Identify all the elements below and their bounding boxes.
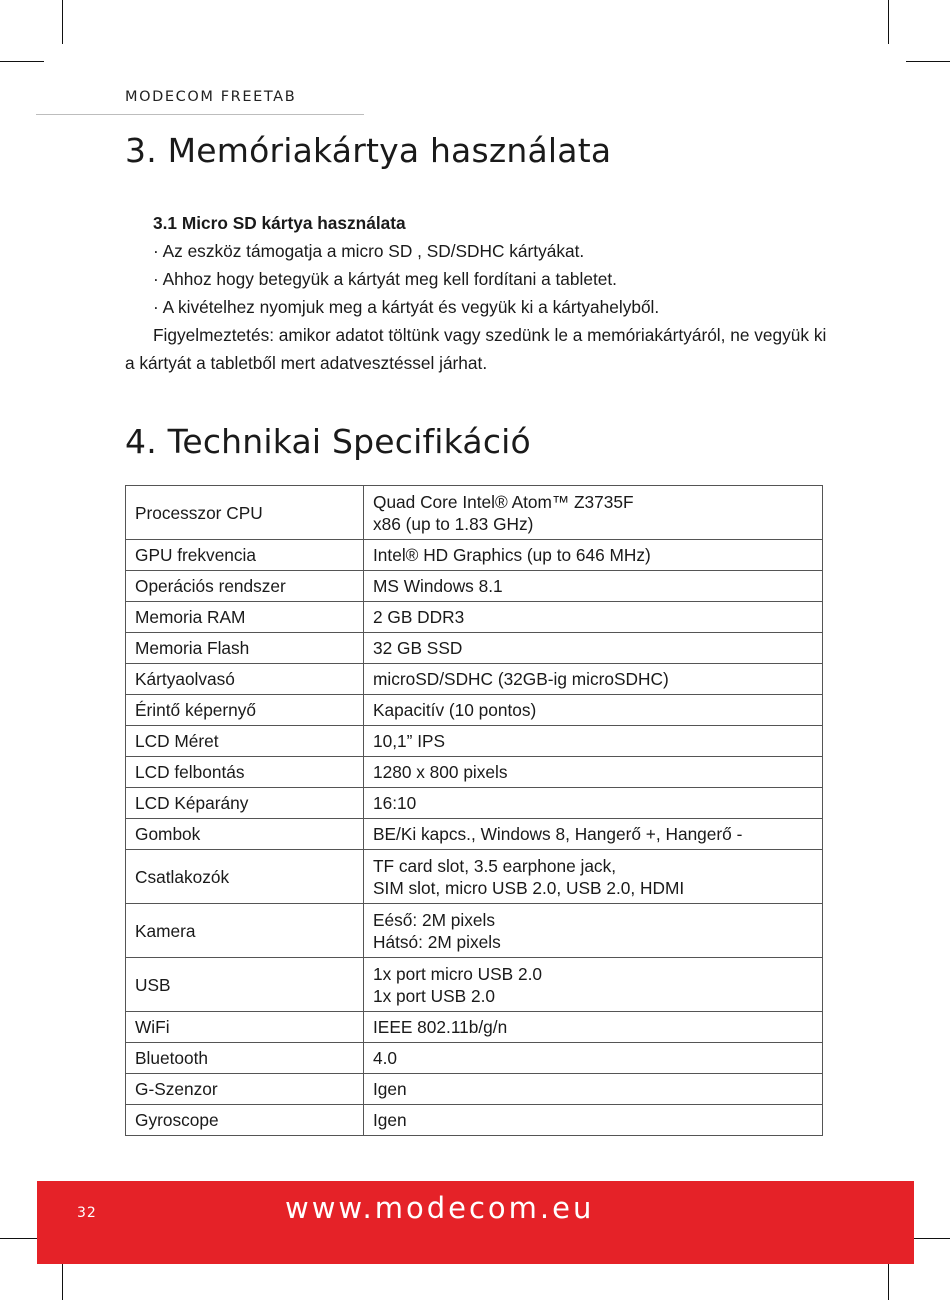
table-row xyxy=(126,958,823,1012)
spec-value-line: 10,1” IPS xyxy=(373,731,446,751)
table-row xyxy=(126,540,823,571)
spec-key: Bluetooth xyxy=(126,1043,364,1074)
spec-key: Kamera xyxy=(126,904,364,958)
spec-value xyxy=(364,788,823,819)
spec-key: LCD Képarány xyxy=(126,788,364,819)
header-divider xyxy=(36,114,364,115)
spec-value-line: 16:10 xyxy=(373,793,417,813)
spec-value xyxy=(364,1043,823,1074)
footer-url: www.modecom.eu xyxy=(285,1191,595,1225)
spec-key: LCD Méret xyxy=(126,726,364,757)
bullet-item: · A kivételhez nyomjuk meg a kártyát és vegyük ki a kártyahelyből. xyxy=(153,297,660,317)
spec-value-line: 32 GB SSD xyxy=(373,638,463,658)
spec-value xyxy=(364,633,823,664)
crop-mark xyxy=(888,0,889,44)
spec-value-line: Kapacitív (10 pontos) xyxy=(373,700,537,720)
table-row xyxy=(126,1074,823,1105)
table-row xyxy=(126,819,823,850)
spec-value-line: 2 GB DDR3 xyxy=(373,607,465,627)
spec-value xyxy=(364,819,823,850)
spec-value xyxy=(364,850,823,904)
spec-value-line: Quad Core Intel® Atom™ Z3735F xyxy=(373,491,634,512)
spec-value xyxy=(364,602,823,633)
spec-value xyxy=(364,757,823,788)
spec-key: Memoria Flash xyxy=(126,633,364,664)
spec-key: G-Szenzor xyxy=(126,1074,364,1105)
spec-value xyxy=(364,695,823,726)
table-row xyxy=(126,571,823,602)
table-row xyxy=(126,486,823,540)
table-row xyxy=(126,1105,823,1136)
spec-value-line: Hátsó: 2M pixels xyxy=(373,931,501,952)
spec-value-line: 1x port micro USB 2.0 xyxy=(373,963,543,984)
bullet-item: · Ahhoz hogy betegyük a kártyát meg kell fordítani a tabletet. xyxy=(153,269,617,289)
crop-mark xyxy=(62,0,63,44)
spec-value-line: 4.0 xyxy=(373,1048,398,1068)
spec-value xyxy=(364,486,823,540)
spec-value-line: TF card slot, 3.5 earphone jack, xyxy=(373,855,617,876)
spec-key: WiFi xyxy=(126,1012,364,1043)
spec-value xyxy=(364,904,823,958)
table-row xyxy=(126,695,823,726)
spec-value-line: IEEE 802.11b/g/n xyxy=(373,1017,508,1037)
spec-value-line: 1280 x 800 pixels xyxy=(373,762,508,782)
spec-value xyxy=(364,540,823,571)
spec-value-line: Eéső: 2M pixels xyxy=(373,909,495,930)
spec-key: Memoria RAM xyxy=(126,602,364,633)
table-row xyxy=(126,602,823,633)
spec-value xyxy=(364,958,823,1012)
spec-value xyxy=(364,1074,823,1105)
table-row xyxy=(126,1043,823,1074)
spec-value-line: Intel® HD Graphics (up to 646 MHz) xyxy=(373,545,651,565)
table-row xyxy=(126,788,823,819)
table-row xyxy=(126,633,823,664)
spec-key: Érintő képernyő xyxy=(126,695,364,726)
section-3-title: 3. Memóriakártya használata xyxy=(125,131,612,170)
page-number: 32 xyxy=(77,1205,97,1221)
spec-value-line: Igen xyxy=(373,1079,407,1099)
spec-key: Csatlakozók xyxy=(126,850,364,904)
spec-key: USB xyxy=(126,958,364,1012)
spec-value xyxy=(364,726,823,757)
spec-key: Processzor CPU xyxy=(126,486,364,540)
table-row xyxy=(126,726,823,757)
spec-key: Kártyaolvasó xyxy=(126,664,364,695)
spec-value xyxy=(364,1012,823,1043)
spec-key: LCD felbontás xyxy=(126,757,364,788)
spec-key: GPU frekvencia xyxy=(126,540,364,571)
warning-paragraph: Figyelmeztetés: amikor adatot töltünk vagy szedünk le a memóriakártyáról, ne vegyük ki a kártyát a tabletből mert adatvesztéssel járhat. xyxy=(125,325,827,373)
spec-key: Operációs rendszer xyxy=(126,571,364,602)
spec-value-line: microSD/SDHC (32GB-ig microSDHC) xyxy=(373,669,669,689)
table-row xyxy=(126,664,823,695)
section-3-1-subtitle: 3.1 Micro SD kártya használata xyxy=(153,213,406,233)
footer-band xyxy=(37,1181,914,1264)
table-row xyxy=(126,904,823,958)
spec-value-line: x86 (up to 1.83 GHz) xyxy=(373,513,534,534)
crop-mark xyxy=(0,61,44,62)
spec-value xyxy=(364,571,823,602)
table-row xyxy=(126,757,823,788)
section-3-body xyxy=(125,209,830,377)
spec-value xyxy=(364,664,823,695)
spec-value-line: 1x port USB 2.0 xyxy=(373,985,495,1006)
bullet-item: · Az eszköz támogatja a micro SD , SD/SDHC kártyákat. xyxy=(153,241,585,261)
spec-key: Gyroscope xyxy=(126,1105,364,1136)
spec-value-line: Igen xyxy=(373,1110,407,1130)
spec-value-line: MS Windows 8.1 xyxy=(373,576,503,596)
crop-mark xyxy=(906,61,950,62)
spec-table xyxy=(125,485,823,1136)
table-row xyxy=(126,1012,823,1043)
spec-key: Gombok xyxy=(126,819,364,850)
section-4-title: 4. Technikai Specifikáció xyxy=(125,422,531,461)
spec-value xyxy=(364,1105,823,1136)
header-brand: MODECOM FREETAB xyxy=(125,89,297,105)
table-row xyxy=(126,850,823,904)
spec-value-line: BE/Ki kapcs., Windows 8, Hangerő +, Hangerő - xyxy=(373,824,743,844)
spec-value-line: SIM slot, micro USB 2.0, USB 2.0, HDMI xyxy=(373,877,685,898)
